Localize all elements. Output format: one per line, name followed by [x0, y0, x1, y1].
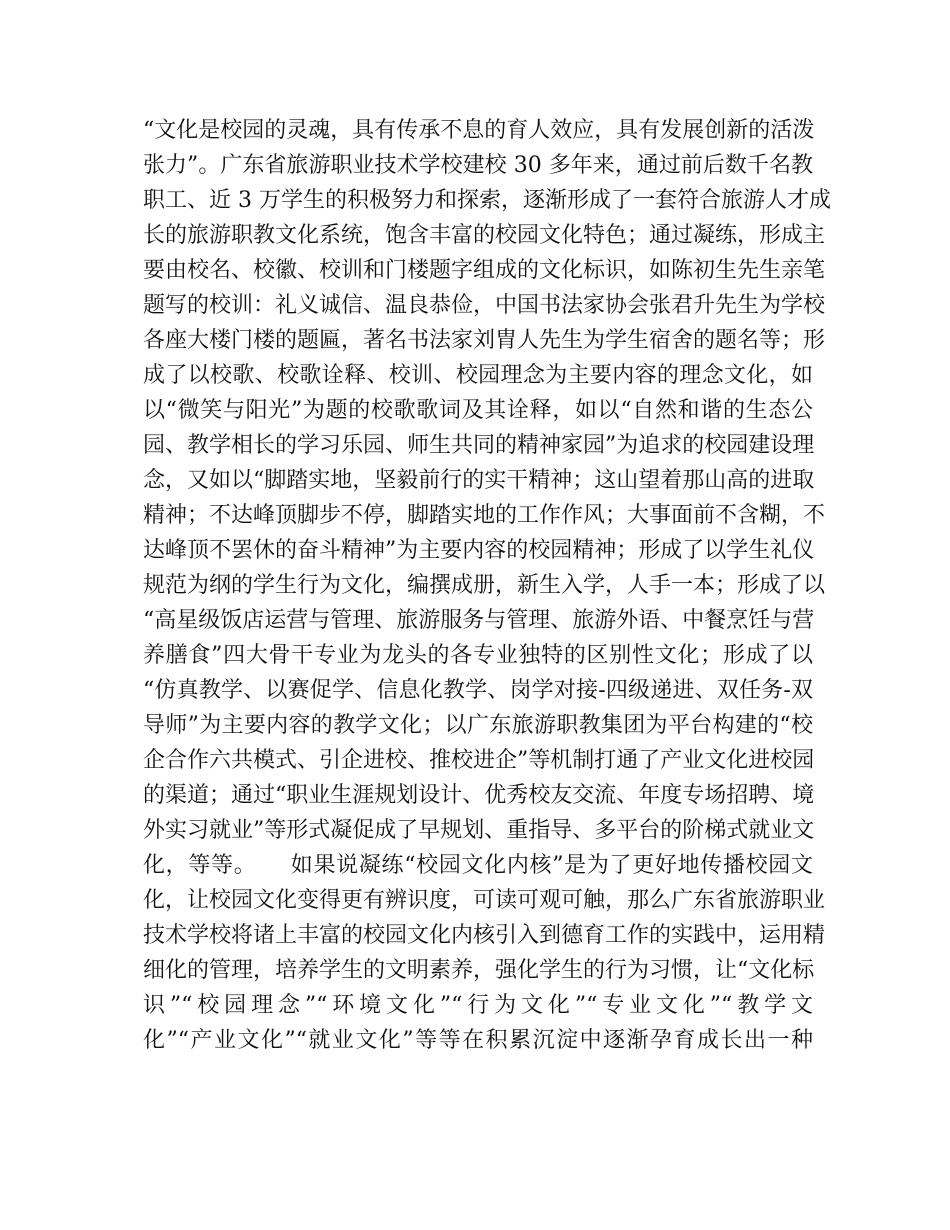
text-line: 成了以校歌、校歌诠释、校训、校园理念为主要内容的理念文化，如: [143, 363, 813, 388]
text-line: 外实习就业”等形式凝促成了早规划、重指导、多平台的阶梯式就业文: [143, 818, 815, 843]
text-line: “仿真教学、以赛促学、信息化教学、岗学对接-四级递进、双任务-双: [143, 678, 813, 703]
text-line: 各座大楼门楼的题匾，著名书法家刘胄人先生为学生宿舍的题名等；形: [143, 328, 826, 353]
text-line: 化”“产业文化”“就业文化”等等在积累沉淀中逐渐孕育成长出一种: [143, 1028, 813, 1053]
text-line: 职工、近 3 万学生的积极努力和探索，逐渐形成了一套符合旅游人才成: [143, 188, 831, 213]
text-line: “高星级饭店运营与管理、旅游服务与管理、旅游外语、中餐烹饪与营: [143, 608, 815, 633]
text-line: 园、教学相长的学习乐园、师生共同的精神家园”为追求的校园建设理: [143, 433, 815, 458]
text-line: 的渠道；通过“职业生涯规划设计、优秀校友交流、年度专场招聘、境: [143, 783, 815, 808]
text-line: 养膳食”四大骨干专业为龙头的各专业独特的区别性文化；形成了以: [143, 643, 813, 668]
text-line: “文化是校园的灵魂，具有传承不息的育人效应，具有发展创新的活泼: [143, 118, 815, 143]
body-paragraph: [143, 118, 831, 1064]
text-line: 题写的校训：礼义诚信、温良恭俭，中国书法家协会张君升先生为学校: [143, 293, 826, 318]
text-line: 识”“校园理念”“环境文化”“行为文化”“专业文化”“教学文: [143, 993, 813, 1018]
text-line: 导师”为主要内容的教学文化；以广东旅游职教集团为平台构建的“校: [143, 713, 813, 738]
text-line: 化，等等。 如果说凝练“校园文化内核”是为了更好地传播校园文: [143, 853, 813, 878]
text-line: 以“微笑与阳光”为题的校歌歌词及其诠释，如以“自然和谐的生态公: [143, 398, 813, 423]
text-line: 要由校名、校徽、校训和门楼题字组成的文化标识，如陈初生先生亲笔: [143, 258, 826, 283]
text-line: 化，让校园文化变得更有辨识度，可读可观可触，那么广东省旅游职业: [143, 888, 826, 913]
text-line: 技术学校将诸上丰富的校园文化内核引入到德育工作的实践中，运用精: [143, 923, 826, 948]
text-line: 念，又如以“脚踏实地，坚毅前行的实干精神；这山望着那山高的进取: [143, 468, 815, 493]
text-line: 长的旅游职教文化系统，饱含丰富的校园文化特色；通过凝练，形成主: [143, 223, 826, 248]
text-line: 达峰顶不罢休的奋斗精神”为主要内容的校园精神；形成了以学生礼仪: [143, 538, 815, 563]
text-line: 规范为纲的学生行为文化，编撰成册，新生入学，人手一本；形成了以: [143, 573, 826, 598]
text-line: 张力”。广东省旅游职业技术学校建校 30 多年来，通过前后数千名教: [143, 153, 813, 178]
text-line: 细化的管理，培养学生的文明素养，强化学生的行为习惯，让“文化标: [143, 958, 815, 983]
text-line: 企合作六共模式、引企进校、推校进企”等机制打通了产业文化进校园: [143, 748, 815, 773]
text-line: 精神；不达峰顶脚步不停，脚踏实地的工作作风；大事面前不含糊，不: [143, 503, 826, 528]
